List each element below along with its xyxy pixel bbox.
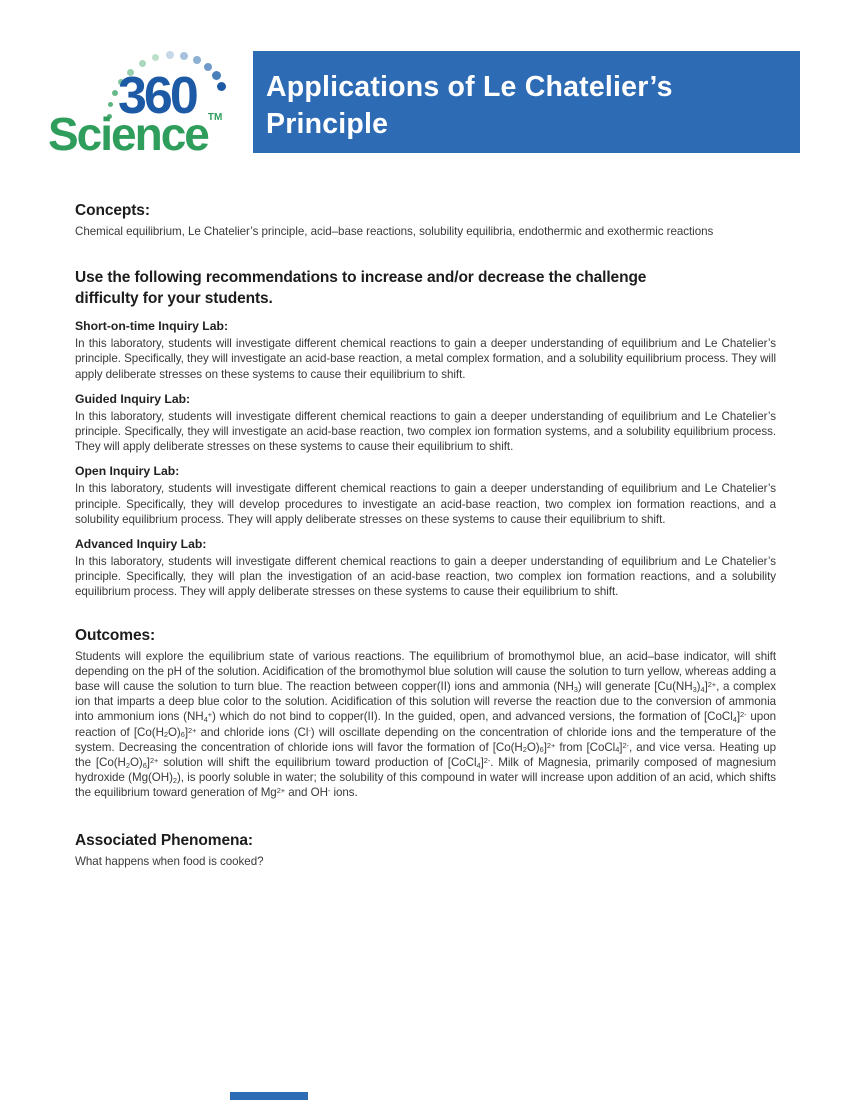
outcomes-heading: Outcomes: (75, 626, 156, 644)
footer-accent-bar (230, 1092, 308, 1100)
lab-text: In this laboratory, students will investigate different chemical reactions to gain a deeper understanding of equilibrium and Le Chatelier’s principle. Specifically, they will develop procedures to investigate an acid-base reaction, two complex ion formation reactions, and a solubility equilibrium process. They will apply deliberate stresses on these systems to cause their equilibrium to shift. (75, 482, 776, 526)
lab-block-advanced (75, 536, 776, 600)
lab-text: In this laboratory, students will investigate different chemical reactions to gain a deeper understanding of equilibrium and Le Chatelier’s principle. Specifically, they will plan the investigation of an acid-base reaction, two complex ion formation reactions, and a solubility equilibrium process. They will apply deliberate stresses on these systems to cause their equilibrium to shift. (75, 555, 776, 599)
360-science-logo (48, 46, 243, 166)
lab-label: Open Inquiry Lab: (75, 464, 180, 479)
concepts-text: Chemical equilibrium, Le Chatelier’s principle, acid–base reactions, solubility equilibria, endothermic and exothermic reactions (75, 225, 714, 238)
page-title-line2: Principle (266, 108, 389, 140)
outcomes-text: Students will explore the equilibrium state of various reactions. The equilibrium of bromothymol blue, an acid–base indicator, will shift depending on the pH of the solution. Acidification of the bromothymol blue solution will cause the solution to turn yellow, whereas adding a base will cause the solution to turn blue. The reaction between copper(II) ions and ammonia $(NH_3)$ will generate $[Cu(NH_3)_4]^{2+}$, a complex ion that imparts a deep blue color to the solution. Acidification of this solution will reverse the reaction due to the conversion of ammonia into ammonium ions $(NH_4^+)$ which do not bind to copper(II). In the guided, open, and advanced versions, the formation of [CoCl$_4$]$^{2-}$ upon reaction of $[Co(H_2O)_6]^{2+}$ and chloride ions (Cl-) will oscillate depending on the concentration of chloride ions and the temperature of the system. Decreasing the concentration of chloride ions will favor the formation of $[Co(H_2O)_6]^{2+}$ from [CoCl$_4$]$^{2-}$, and vice versa. Heating up the $[Co(H_2O)_6]^{2+}$ solution will shift the equilibrium toward production of [CoCl$_4$]$^{2-}$. Milk of Magnesia, primarily composed of magnesium hydroxide $(Mg(OH)_2)$, is poorly soluble in water; the solubility of this compound in water will increase upon addition of an acid, which shifts the equilibrium toward generation of $Mg^{2+}$ and OH- ions. (75, 649, 777, 800)
page-title (266, 69, 786, 143)
concepts-heading: Concepts: (75, 202, 150, 219)
lab-label: Advanced Inquiry Lab: (75, 537, 207, 552)
arc-dot (152, 54, 159, 61)
arc-dot (217, 82, 226, 91)
section-recommendations (75, 268, 776, 599)
recommendations-heading: Use the following recommendations to increase and/or decrease the challenge difficulty for your students. (75, 269, 647, 307)
logo-360-text: 360 (118, 67, 196, 125)
section-concepts (75, 201, 776, 239)
associated-phenomena-heading: Associated Phenomena: (75, 831, 253, 849)
lab-block-open (75, 463, 776, 527)
section-outcomes (75, 626, 776, 801)
lab-label: Guided Inquiry Lab: (75, 391, 191, 406)
lab-text: In this laboratory, students will investigate different chemical reactions to gain a deeper understanding of equilibrium and Le Chatelier’s principle. Specifically, they will investigate an acid-base reaction, a metal complex formation, and a solubility equilibrium process. They will apply deliberate stresses on these systems to cause their equilibrium to shift. (75, 337, 776, 381)
section-associated-phenomena (75, 831, 776, 869)
arc-dot (193, 56, 201, 64)
title-banner (253, 51, 800, 153)
lab-text: In this laboratory, students will investigate different chemical reactions to gain a deeper understanding of equilibrium and Le Chatelier’s principle. Specifically, they will investigate an acid-base reaction, two complex ion formation systems, and a solubility equilibrium process. They will apply deliberate stresses on these systems to cause their equilibrium to shift. (75, 409, 776, 454)
page-title-line1: Applications of Le Chatelier’s (266, 71, 673, 103)
trademark-symbol: TM (207, 112, 223, 123)
associated-phenomena-text: What happens when food is cooked? (75, 854, 264, 868)
lab-label: Short-on-time Inquiry Lab: (75, 319, 229, 334)
arc-dot (139, 60, 146, 67)
page-header (0, 0, 850, 170)
lab-block-short-on-time (75, 318, 776, 382)
document-body (75, 170, 776, 869)
arc-dot (108, 102, 113, 107)
arc-dot (180, 52, 188, 60)
arc-dot (166, 51, 174, 59)
arc-dot (204, 63, 212, 71)
lab-block-guided (75, 391, 776, 455)
logo-science-text: Science™ (48, 108, 223, 160)
arc-dot (212, 71, 221, 80)
